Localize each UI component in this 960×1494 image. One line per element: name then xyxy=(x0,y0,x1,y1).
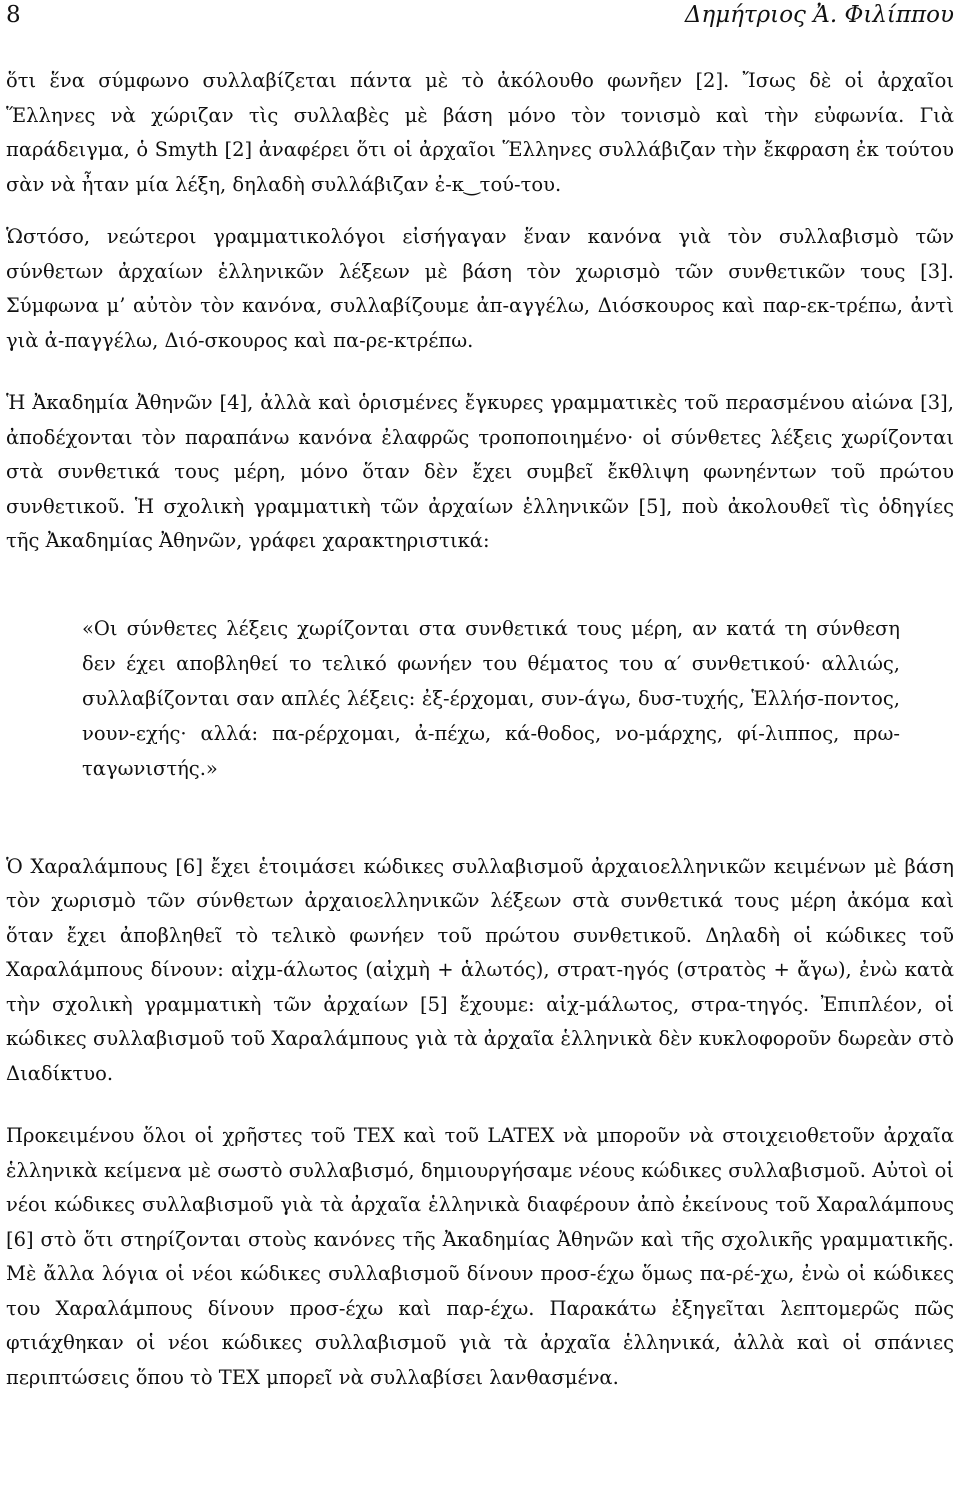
running-head: Δημήτριος Ἀ. Φιλίππου xyxy=(684,2,954,28)
page-number: 8 xyxy=(6,2,21,28)
paragraph: Ὁ Χαραλάμπους [6] ἔχει ἑτοιμάσει κώδικες συλλαβισμοῦ ἀρχαιοελληνικῶν κειμένων μὲ βάση τὸν χωρισμὸ τῶν σύνθετων ἀρχαιοελληνικῶν λέξεων στὰ συνθετικά τους μέρη ἀκόμα καὶ ὅταν ἔχει ἀποβληθεῖ τὸ τελικὸ φωνήεν τοῦ πρώτου συνθετικοῦ. Δηλαδὴ οἱ κώδικες τοῦ Χαραλάμπους δίνουν: αἰχμ-άλωτος (αἰχμὴ + ἁλωτός), στρατ-ηγός (στρατὸς + ἄγω), ἐνὼ κατὰ τὴν σχολικὴ γραμματικὴ τῶν ἀρχαίων [5] ἔχουμε: αἰχ-μάλωτος, στρα-τηγός. Ἐπιπλέον, οἱ κώδικες συλλαβισμοῦ τοῦ Χαραλάμπους γιὰ τὰ ἀρχαῖα ἑλληνικὰ δὲν κυκλοφοροῦν δωρεὰν στὸ Διαδίκτυο. xyxy=(6,854,954,1085)
paragraph: Ὡστόσο, νεώτεροι γραμματικολόγοι εἰσήγαγαν ἕναν κανόνα γιὰ τὸν συλλαβισμὸ τῶν σύνθετων ἀρχαίων ἑλληνικῶν λέξεων μὲ βάση τὸν χωρισμὸ τῶν συνθετικῶν τους [3]. Σύμφωνα μ’ αὐτὸν τὸν κανόνα, συλλαβίζουμε ἀπ-αγγέλω, Διόσκουρος καὶ παρ-εκ-τρέπω, ἀντὶ γιὰ ἀ-παγγέλω, Διό-σκουρος καὶ πα-ρε-κτρέπω. xyxy=(6,225,954,352)
paragraph: Ἡ Ἀκαδημία Ἀθηνῶν [4], ἀλλὰ καὶ ὁρισμένες ἔγκυρες γραμματικὲς τοῦ περασμένου αἰώνα [3], ἀποδέχονται τὸν παραπάνω κανόνα ἐλαφρῶς τροποποιημένο· οἱ σύνθετες λέξεις χωρίζονται στὰ συνθετικά τους μέρη, μόνο ὅταν δὲν ἔχει συμβεῖ ἔκθλιψη φωνηέντων τοῦ πρώτου συνθετικοῦ. Ἡ σχολικὴ γραμματικὴ τῶν ἀρχαίων ἑλληνικῶν [5], ποὺ ἀκολουθεῖ τὶς ὁδηγίες τῆς Ἀκαδημίας Ἀθηνῶν, γράφει χαρακτηριστικά: xyxy=(6,391,954,552)
page-header xyxy=(0,0,960,40)
block-quote: «Οι σύνθετες λέξεις χωρίζονται στα συνθετικά τους μέρη, αν κατά τη σύνθεση δεν έχει αποβληθεί το τελικό φωνήεν του θέματος του α′ συνθετικού· αλλιώς, συλλαβίζονται σαν απλές λέξεις: ἐξ-έρχομαι, συν-άγω, δυσ-τυχής, Ἑλλήσ-ποντος, νουν-εχής· αλλά: πα-ρέρχομαι, ἀ-πέχω, κά-θοδος, νο-μάρχης, φί-λιππος, πρω-ταγωνιστής.» xyxy=(82,616,900,780)
paragraph: Προκειμένου ὅλοι οἱ χρῆστες τοῦ TEX καὶ τοῦ LATEX νὰ μποροῦν νὰ στοιχειοθετοῦν ἀρχαῖα ἑλληνικὰ κείμενα μὲ σωστὸ συλλαβισμό, δημιουργήσαμε νέους κώδικες συλλαβισμοῦ. Αὐτοὶ οἱ νέοι κώδικες συλλαβισμοῦ γιὰ τὰ ἀρχαῖα ἑλληνικὰ διαφέρουν ἀπὸ ἐκείνους τοῦ Χαραλάμπους [6] στὸ ὅτι στηρίζονται στοὺς κανόνες τῆς Ἀκαδημίας Ἀθηνῶν καὶ τῆς σχολικῆς γραμματικῆς. Μὲ ἄλλα λόγια οἱ νέοι κώδικες συλλαβισμοῦ δίνουν προσ-έχω ὅμως πα-ρέ-χω, ἐνὼ οἱ κώδικες του Χαραλάμπους δίνουν προσ-έχω καὶ παρ-έχω. Παρακάτω ἐξηγεῖται λεπτομερῶς πῶς φτιάχθηκαν οἱ νέοι κώδικες συλλαβισμοῦ γιὰ τὰ ἀρχαῖα ἑλληνικά, ἀλλὰ καὶ οἱ σπάνιες περιπτώσεις ὅπου τὸ TEX μπορεῖ νὰ συλλαβίσει λανθασμένα. xyxy=(6,1124,954,1389)
body-text xyxy=(6,64,954,1423)
paragraph: ὅτι ἕνα σύμφωνο συλλαβίζεται πάντα μὲ τὸ ἀκόλουθο φωνῆεν [2]. Ἴσως δὲ οἱ ἀρχαῖοι Ἕλληνες νὰ χώριζαν τὶς συλλαβὲς μὲ βάση μόνο τὸν τονισμὸ καὶ τὴν εὐφωνία. Γιὰ παράδειγμα, ὁ Smyth [2] ἀναφέρει ὅτι οἱ ἀρχαῖοι Ἕλληνες συλλάβιζαν τὴν ἔκφραση ἐκ τούτου σὰν νὰ ἦταν μία λέξη, δηλαδὴ συλλάβιζαν ἐ-κ‿τού-του. xyxy=(6,69,954,196)
